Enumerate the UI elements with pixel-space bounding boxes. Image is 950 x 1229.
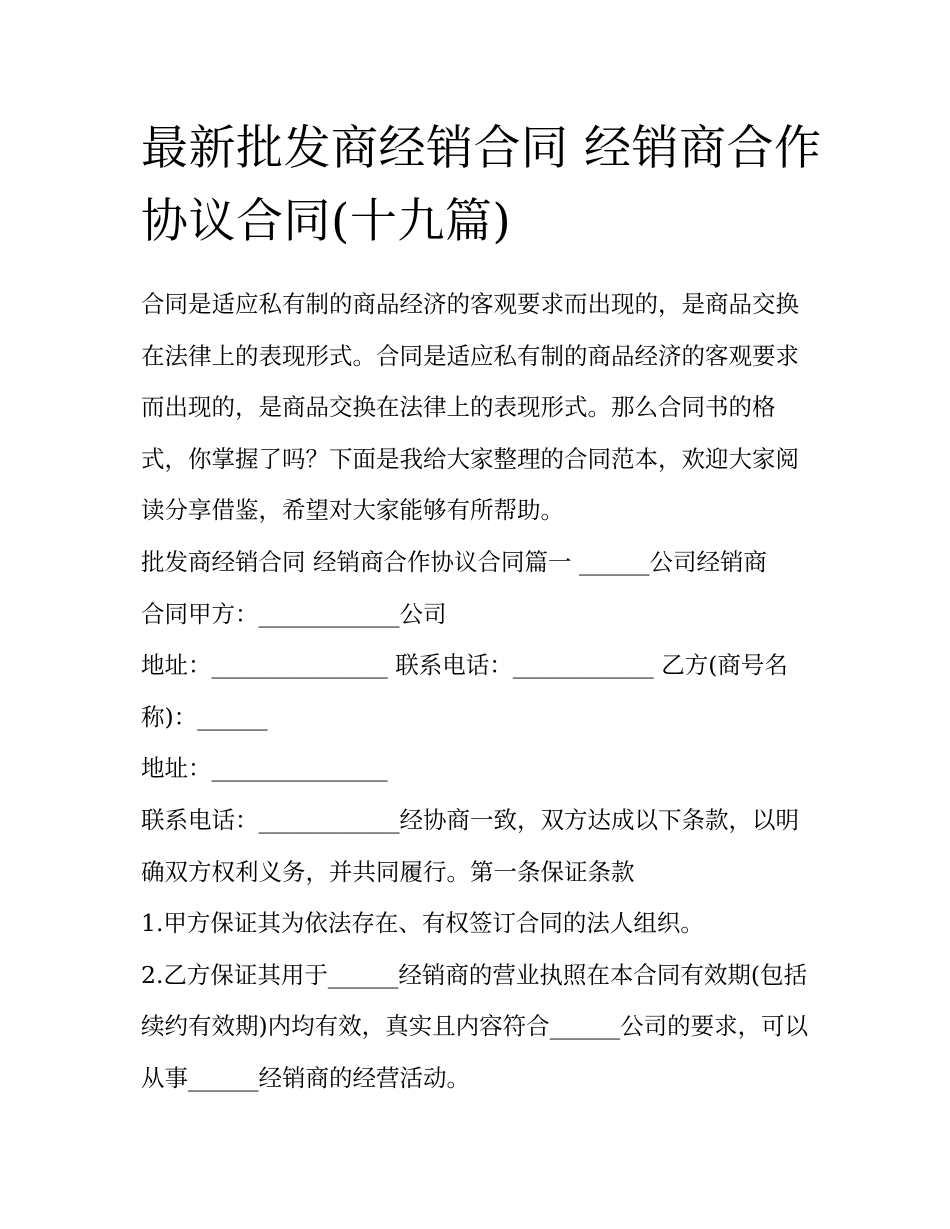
address-phone-party-b-line: 地址：_______________ 联系电话：____________ 乙方(商号名称)：______	[141, 651, 788, 731]
intro-paragraph: 合同是适应私有制的商品经济的客观要求而出现的，是商品交换在法律上的表现形式。合同是适应私有制的商品经济的客观要求而出现的，是商品交换在法律上的表现形式。那么合同书的格式，你掌握了吗？下面是我给大家整理的合同范本，欢迎大家阅读分享借鉴，希望对大家能够有所帮助。	[141, 290, 799, 525]
address-line: 地址：_______________	[141, 754, 388, 783]
document-title: 最新批发商经销合同 经销商合作协议合同(十九篇)	[141, 121, 822, 249]
document-body	[141, 279, 821, 1105]
party-a-line: 合同甲方：____________公司	[141, 599, 447, 628]
clause-1: 1.甲方保证其为依法存在、有权签订合同的法人组织。	[141, 909, 704, 938]
contract-heading-line: 批发商经销合同 经销商合作协议合同篇一 ______公司经销商	[141, 547, 767, 576]
phone-agreement-paragraph: 联系电话：____________经协商一致，双方达成以下条款，以明确双方权利义务，并共同履行。第一条保证条款	[141, 805, 799, 886]
clause-2: 2.乙方保证其用于______经销商的营业执照在本合同有效期(包括续约有效期)内均有效，真实且内容符合______公司的要求，可以从事______经销商的经营活动。	[141, 960, 809, 1092]
